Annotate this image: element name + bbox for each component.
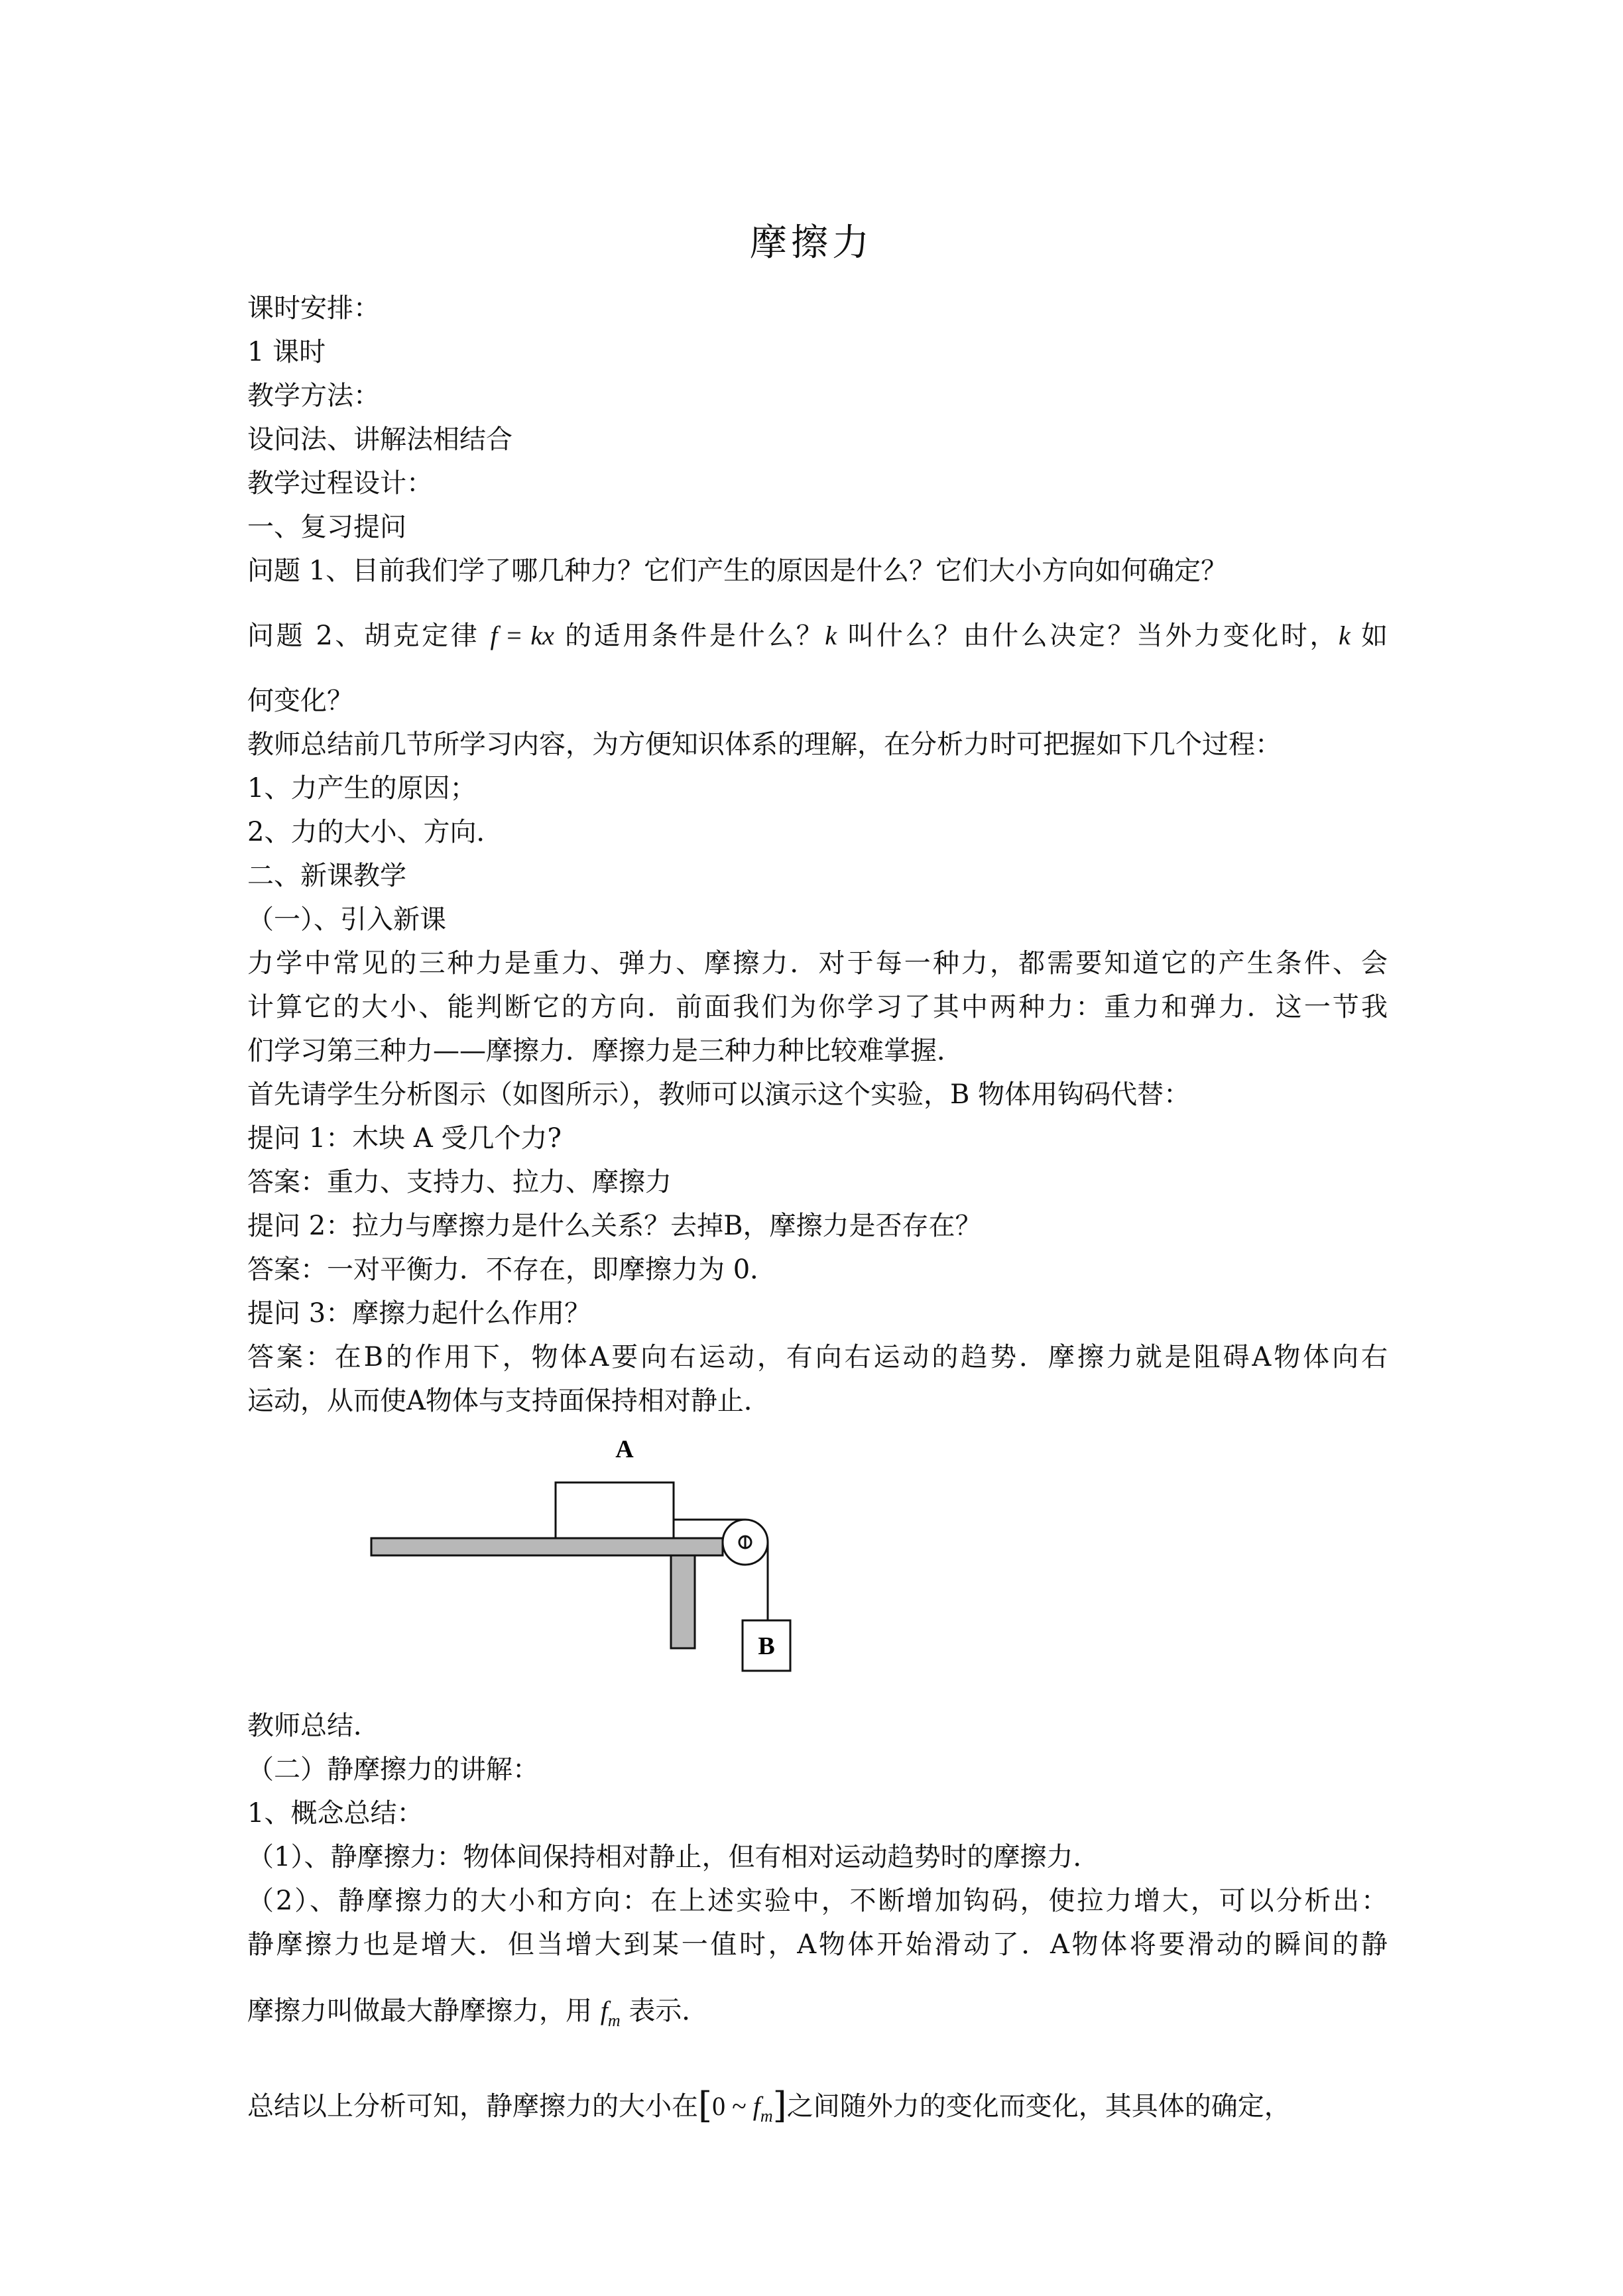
text-line: 力学中常见的三种力是重力、弹力、摩擦力．对于每一种力，都需要知道它的产生条件、会 <box>247 948 1388 979</box>
subsection-heading: （一）、引入新课 <box>247 904 446 935</box>
text-line: 们学习第三种力——摩擦力．摩擦力是三种力种比较难掌握． <box>247 1036 963 1066</box>
math-f: f <box>752 2091 760 2121</box>
text-line-range: 总结以上分析可知，静摩擦力的大小在[0 ~ $f_m$]之间随外力的变化而变化，其具体的确定， <box>247 2085 1291 2126</box>
text-line: 首先请学生分析图示（如图所示），教师可以演示这个实验，B 物体用钩码代替： <box>247 1079 1191 1110</box>
math-f: f <box>600 1996 608 2025</box>
math-sub-m: m <box>607 2011 621 2030</box>
math-kx: kx <box>530 621 554 650</box>
subsection-heading: （二）静摩擦力的讲解： <box>247 1754 539 1785</box>
question-line: 提问 2：拉力与摩擦力是什么关系？去掉B，摩擦力是否存在？ <box>247 1211 982 1241</box>
text-line: 教师总结前几节所学习内容，为方便知识体系的理解，在分析力时可把握如下几个过程： <box>247 729 1282 760</box>
table-top <box>371 1538 723 1555</box>
text-line: 问题 1、目前我们学了哪几种力？它们产生的原因是什么？它们大小方向如何确定？ <box>247 556 1228 586</box>
math-sub-m: m <box>760 2106 773 2126</box>
text-line: 教学方法： <box>247 381 380 411</box>
text-line: 静摩擦力也是增大．但当增大到某一值时，A物体开始滑动了．A物体将要滑动的瞬间的静 <box>247 1929 1388 1960</box>
text-line: 设问法、讲解法相结合 <box>247 424 512 455</box>
table-leg <box>671 1555 695 1648</box>
section-heading: 一、复习提问 <box>247 512 406 542</box>
block-a-label: A <box>615 1435 634 1463</box>
block-a <box>556 1482 674 1538</box>
document-title: 摩擦力 <box>750 221 873 265</box>
text-line: 1 课时 <box>247 337 326 367</box>
text-line-hooke: 问题 2、胡克定律 f = kx 的适用条件是什么？k 叫什么？由什么决定？当外力变化时，k 如 <box>247 621 1388 651</box>
math-bracket-right: ] <box>772 2085 787 2126</box>
text-line: 何变化？ <box>247 686 353 716</box>
block-b-label: B <box>758 1632 775 1660</box>
answer-line: 答案：重力、支持力、拉力、摩擦力 <box>247 1167 672 1197</box>
math-f: f <box>490 621 498 650</box>
answer-line: 答案：一对平衡力．不存在，即摩擦力为 0． <box>247 1254 777 1285</box>
text-line: 1、概念总结： <box>247 1798 424 1829</box>
text-line: 教学过程设计： <box>247 468 433 499</box>
section-heading: 二、新课教学 <box>247 861 406 891</box>
text-line: 1、力产生的原因； <box>247 773 477 804</box>
math-k: k <box>1338 621 1351 650</box>
answer-line: 答案：在B的作用下，物体A要向右运动，有向右运动的趋势．摩擦力就是阻碍A物体向右 <box>247 1342 1388 1372</box>
question-line: 提问 1：木块 A 受几个力? <box>247 1123 562 1154</box>
math-bracket-left: [ <box>698 2085 713 2126</box>
document-body <box>247 286 1388 2138</box>
text-line: 教师总结． <box>247 1711 380 1741</box>
text-line-fm: 摩擦力叫做最大静摩擦力，用 $f_m$ 表示． <box>247 1996 709 2030</box>
text-line: 2、力的大小、方向． <box>247 817 503 847</box>
text-line: （1）、静摩擦力：物体间保持相对静止，但有相对运动趋势时的摩擦力． <box>247 1842 1100 1872</box>
friction-experiment-figure <box>358 1419 862 1684</box>
answer-line: 运动，从而使A物体与支持面保持相对静止． <box>247 1386 770 1416</box>
math-k: k <box>825 621 837 650</box>
text-line: 计算它的大小、能判断它的方向．前面我们为你学习了其中两种力：重力和弹力．这一节我 <box>247 992 1388 1022</box>
text-line: 课时安排： <box>247 293 380 324</box>
question-line: 提问 3：摩擦力起什么作用？ <box>247 1298 591 1329</box>
text-line: （2）、静摩擦力的大小和方向：在上述实验中，不断增加钩码，使拉力增大，可以分析出： <box>247 1886 1388 1916</box>
